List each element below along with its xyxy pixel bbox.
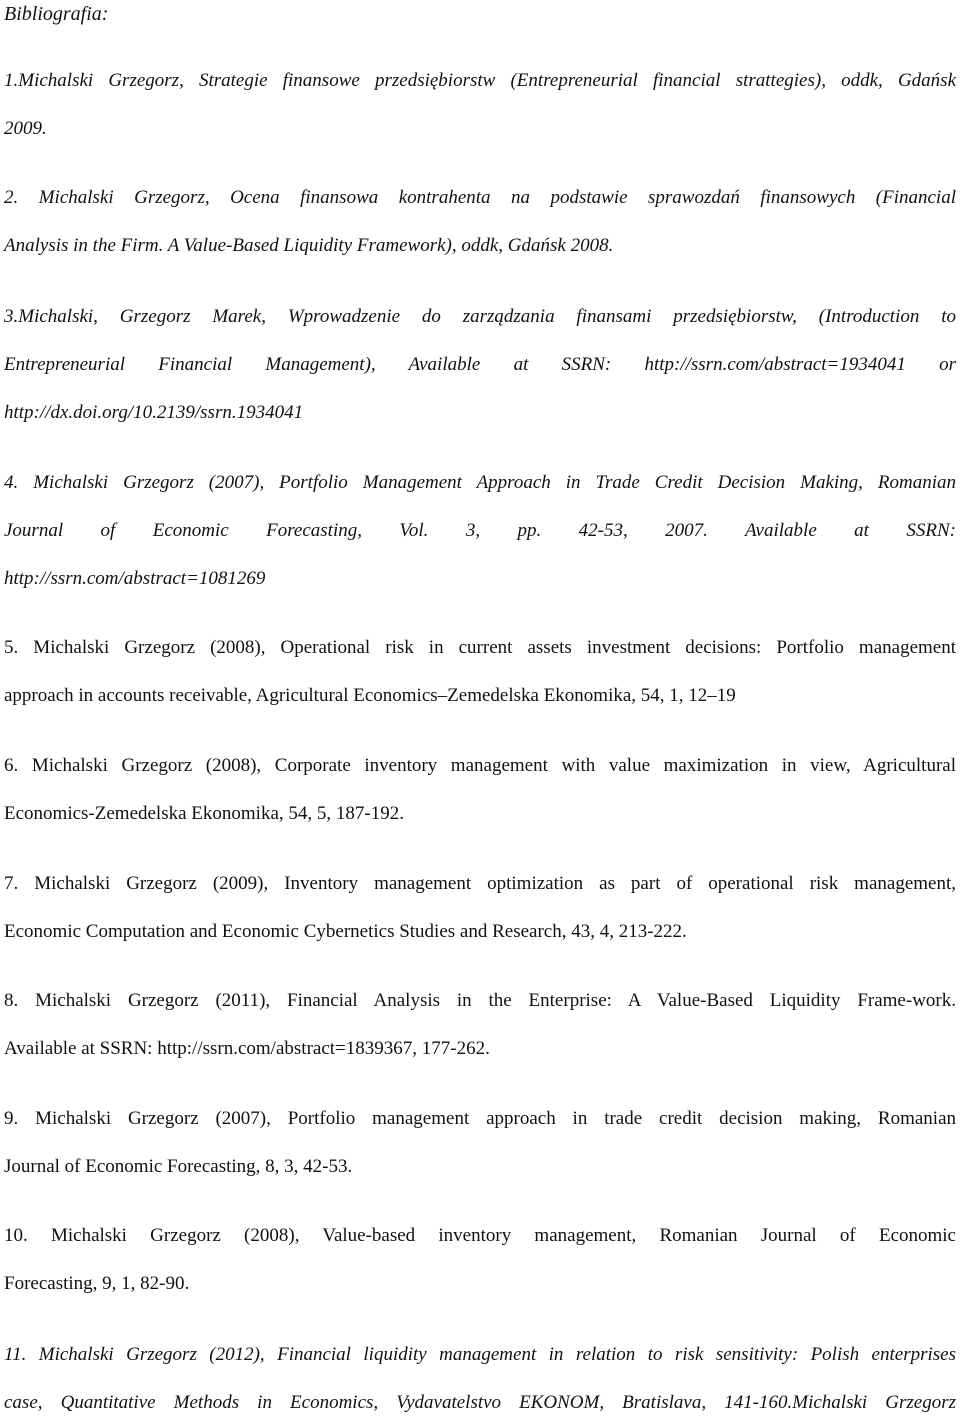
entry-line: Entrepreneurial Financial Management), Available at SSRN: http://ssrn.com/abstract=1934041 or (4, 354, 956, 375)
entry-line: 7. Michalski Grzegorz (2009), Inventory management optimization as part of operational risk management, (4, 873, 956, 894)
entry-line: case, Quantitative Methods in Economics, Vydavatelstvo EKONOM, Bratislava, 141-160.Michalski Grzegorz (4, 1392, 956, 1413)
entry-line: 4. Michalski Grzegorz (2007), Portfolio Management Approach in Trade Credit Decision Making, Romanian (4, 472, 956, 493)
bibliography-entry-6 (4, 742, 956, 838)
entry-line: Economics-Zemedelska Ekonomika, 54, 5, 187-192. (4, 803, 404, 824)
entry-line: 3.Michalski, Grzegorz Marek, Wprowadzenie do zarządzania finansami przedsiębiorstw, (Introduction to (4, 306, 956, 327)
entry-line: 5. Michalski Grzegorz (2008), Operational risk in current assets investment decisions: Portfolio management (4, 637, 956, 658)
entry-line: approach in accounts receivable, Agricultural Economics–Zemedelska Ekonomika, 54, 1, 12–19 (4, 685, 736, 706)
entry-line: 8. Michalski Grzegorz (2011), Financial Analysis in the Enterprise: A Value-Based Liquidity Frame-work. (4, 990, 956, 1011)
entry-line: 10. Michalski Grzegorz (2008), Value-based inventory management, Romanian Journal of Economic (4, 1225, 956, 1246)
bibliography-entry-4 (4, 459, 956, 603)
bibliography-heading: Bibliografia: (4, 3, 109, 25)
entry-line: Forecasting, 9, 1, 82-90. (4, 1273, 190, 1294)
bibliography-entry-8 (4, 977, 956, 1073)
bibliography-entry-9 (4, 1095, 956, 1191)
entry-line: http://ssrn.com/abstract=1081269 (4, 568, 266, 589)
entry-line: 9. Michalski Grzegorz (2007), Portfolio management approach in trade credit decision making, Romanian (4, 1108, 956, 1129)
entry-line: 11. Michalski Grzegorz (2012), Financial liquidity management in relation to risk sensitivity: Polish enterprises (4, 1344, 956, 1365)
bibliography-entry-7 (4, 860, 956, 956)
entry-line: Analysis in the Firm. A Value-Based Liquidity Framework), oddk, Gdańsk 2008. (4, 235, 614, 256)
entry-line: 1.Michalski Grzegorz, Strategie finansowe przedsiębiorstw (Entrepreneurial financial strattegies), oddk, Gdańsk (4, 70, 956, 91)
bibliography-entry-1 (4, 57, 956, 153)
bibliography-entry-10 (4, 1212, 956, 1308)
bibliography-entry-5 (4, 624, 956, 720)
entry-line: Available at SSRN: http://ssrn.com/abstract=1839367, 177-262. (4, 1038, 490, 1059)
bibliography-entry-2 (4, 174, 956, 270)
bibliography-entry-3 (4, 293, 956, 437)
entry-line: Journal of Economic Forecasting, 8, 3, 42-53. (4, 1156, 353, 1177)
bibliography-entry-11 (4, 1331, 956, 1427)
entry-line: 2. Michalski Grzegorz, Ocena finansowa kontrahenta na podstawie sprawozdań finansowych (Financial (4, 187, 956, 208)
entry-line: 6. Michalski Grzegorz (2008), Corporate inventory management with value maximization in view, Agricultural (4, 755, 956, 776)
entry-line: Journal of Economic Forecasting, Vol. 3, pp. 42-53, 2007. Available at SSRN: (4, 520, 956, 541)
entry-line: Economic Computation and Economic Cybernetics Studies and Research, 43, 4, 213-222. (4, 921, 687, 942)
entry-line: 2009. (4, 118, 47, 139)
entry-line: http://dx.doi.org/10.2139/ssrn.1934041 (4, 402, 304, 423)
